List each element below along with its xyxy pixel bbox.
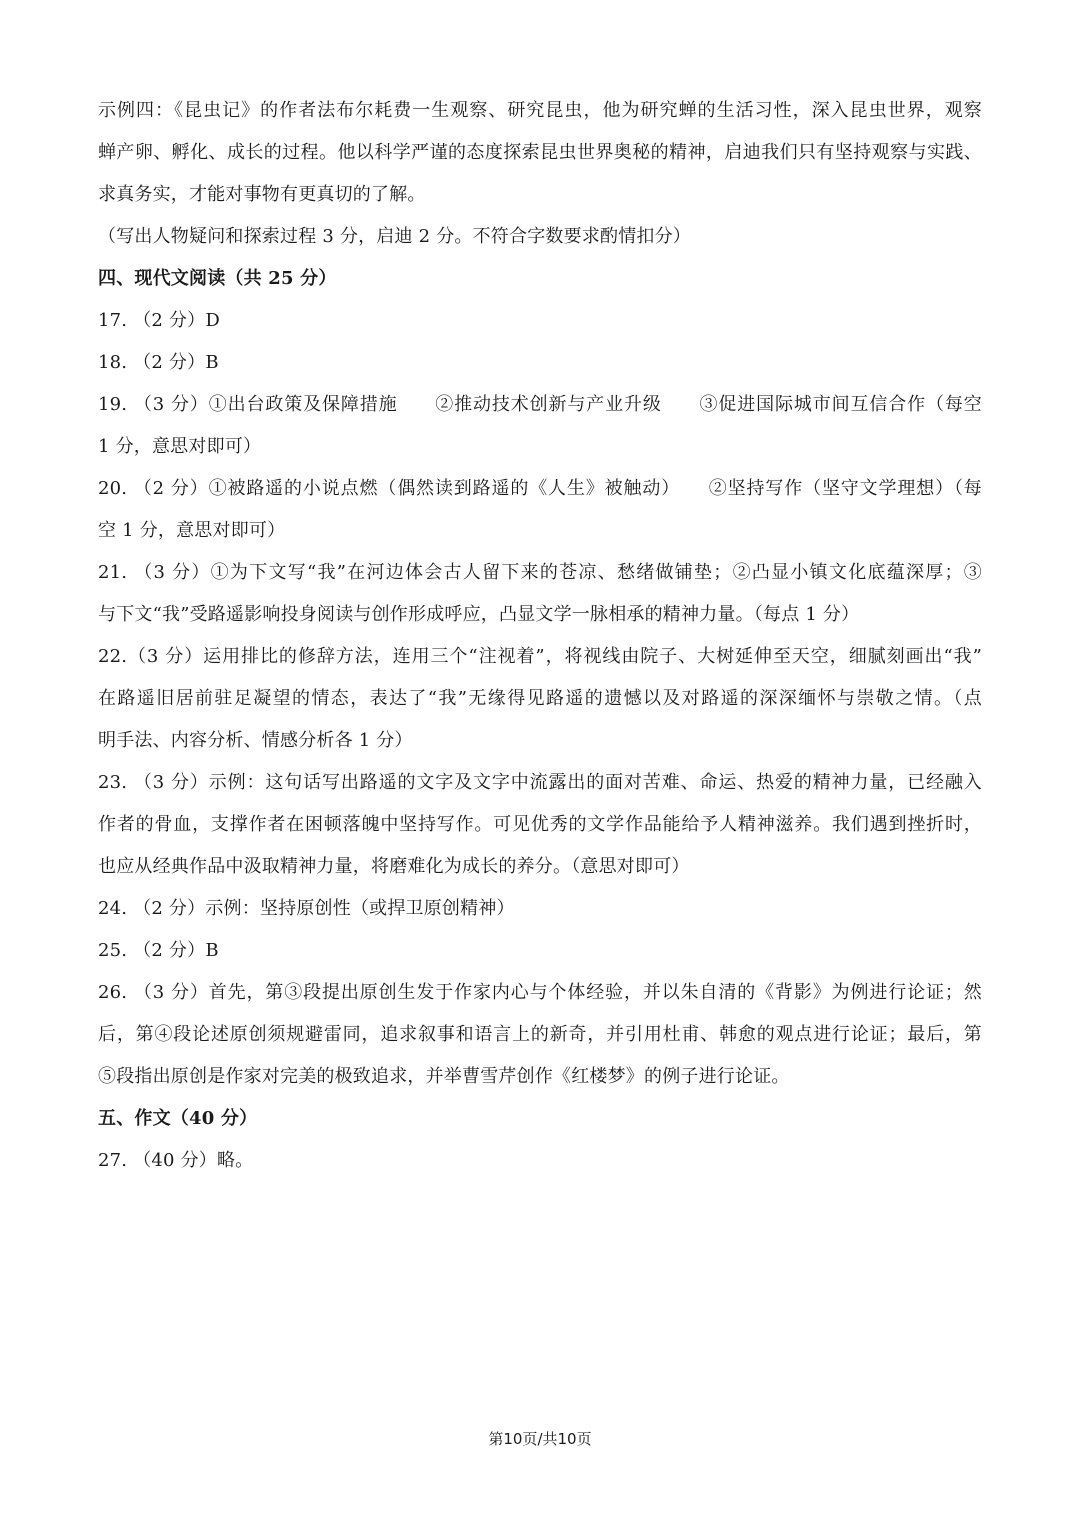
answer-item-17: 17. （2 分）D [98, 310, 220, 331]
answer-item-21-cont: 与下文“我”受路遥影响投身阅读与创作形成呼应，凸显文学一脉相承的精神力量。（每点 1 分） [98, 604, 860, 625]
answer-text-line: 求真务实，才能对事物有更真切的了解。 [98, 184, 426, 205]
answer-item-20-cont: 空 1 分，意思对即可） [98, 520, 286, 541]
answer-item-19: 19. （3 分）①出台政策及保障措施 ②推动技术创新与产业升级 ③促进国际城市间互信合作（每空 [98, 394, 982, 415]
section-heading-modern-reading: 四、现代文阅读（共 25 分） [98, 268, 337, 289]
answer-item-23: 23. （3 分）示例：这句话写出路遥的文字及文字中流露出的面对苦难、命运、热爱的精神力量，已经融入 [98, 772, 982, 793]
answer-item-23-cont: 也应从经典作品中汲取精神力量，将磨难化为成长的养分。（意思对即可） [98, 856, 690, 877]
answer-item-19-cont: 1 分，意思对即可） [98, 436, 262, 457]
answer-text-line: 蝉产卵、孵化、成长的过程。他以科学严谨的态度探索昆虫世界奥秘的精神，启迪我们只有坚持观察与实践、 [98, 142, 982, 163]
answer-item-22: 22.（3 分）运用排比的修辞方法，连用三个“注视着”，将视线由院子、大树延伸至天空，细腻刻画出“我” [98, 646, 982, 667]
section-heading-composition: 五、作文（40 分） [98, 1108, 258, 1129]
answer-item-26-cont: ⑤段指出原创是作家对完美的极致追求，并举曹雪芹创作《红楼梦》的例子进行论证。 [98, 1066, 790, 1087]
answer-item-25: 25. （2 分）B [98, 940, 219, 961]
answer-item-27: 27. （40 分）略。 [98, 1150, 254, 1171]
answer-item-23-cont: 作者的骨血，支撑作者在困顿落魄中坚持写作。可见优秀的文学作品能给予人精神滋养。我们遇到挫折时， [98, 814, 982, 835]
answer-item-20: 20. （2 分）①被路遥的小说点燃（偶然读到路遥的《人生》被触动） ②坚持写作（坚守文学理想）（每 [98, 478, 982, 499]
answer-item-21: 21. （3 分）①为下文写“我”在河边体会古人留下来的苍凉、愁绪做铺垫；②凸显小镇文化底蕴深厚；③ [98, 562, 982, 583]
answer-item-26-cont: 后，第④段论述原创须规避雷同，追求叙事和语言上的新奇，并引用杜甫、韩愈的观点进行论证；最后，第 [98, 1024, 982, 1045]
scoring-note: （写出人物疑问和探索过程 3 分，启迪 2 分。不符合字数要求酌情扣分） [98, 226, 691, 247]
answer-item-24: 24. （2 分）示例：坚持原创性（或捍卫原创精神） [98, 898, 515, 919]
answer-item-18: 18. （2 分）B [98, 352, 219, 373]
answer-text-line: 示例四：《昆虫记》的作者法布尔耗费一生观察、研究昆虫，他为研究蝉的生活习性，深入昆虫世界，观察 [98, 100, 982, 121]
answer-page-body [98, 90, 982, 1182]
page-number-footer: 第10页/共10页 [488, 1430, 592, 1448]
answer-item-22-cont: 明手法、内容分析、情感分析各 1 分） [98, 730, 413, 751]
answer-item-26: 26. （3 分）首先，第③段提出原创生发于作家内心与个体经验，并以朱自清的《背影》为例进行论证；然 [98, 982, 982, 1003]
answer-item-22-cont: 在路遥旧居前驻足凝望的情态，表达了“我”无缘得见路遥的遗憾以及对路遥的深深缅怀与崇敬之情。（点 [98, 688, 982, 709]
